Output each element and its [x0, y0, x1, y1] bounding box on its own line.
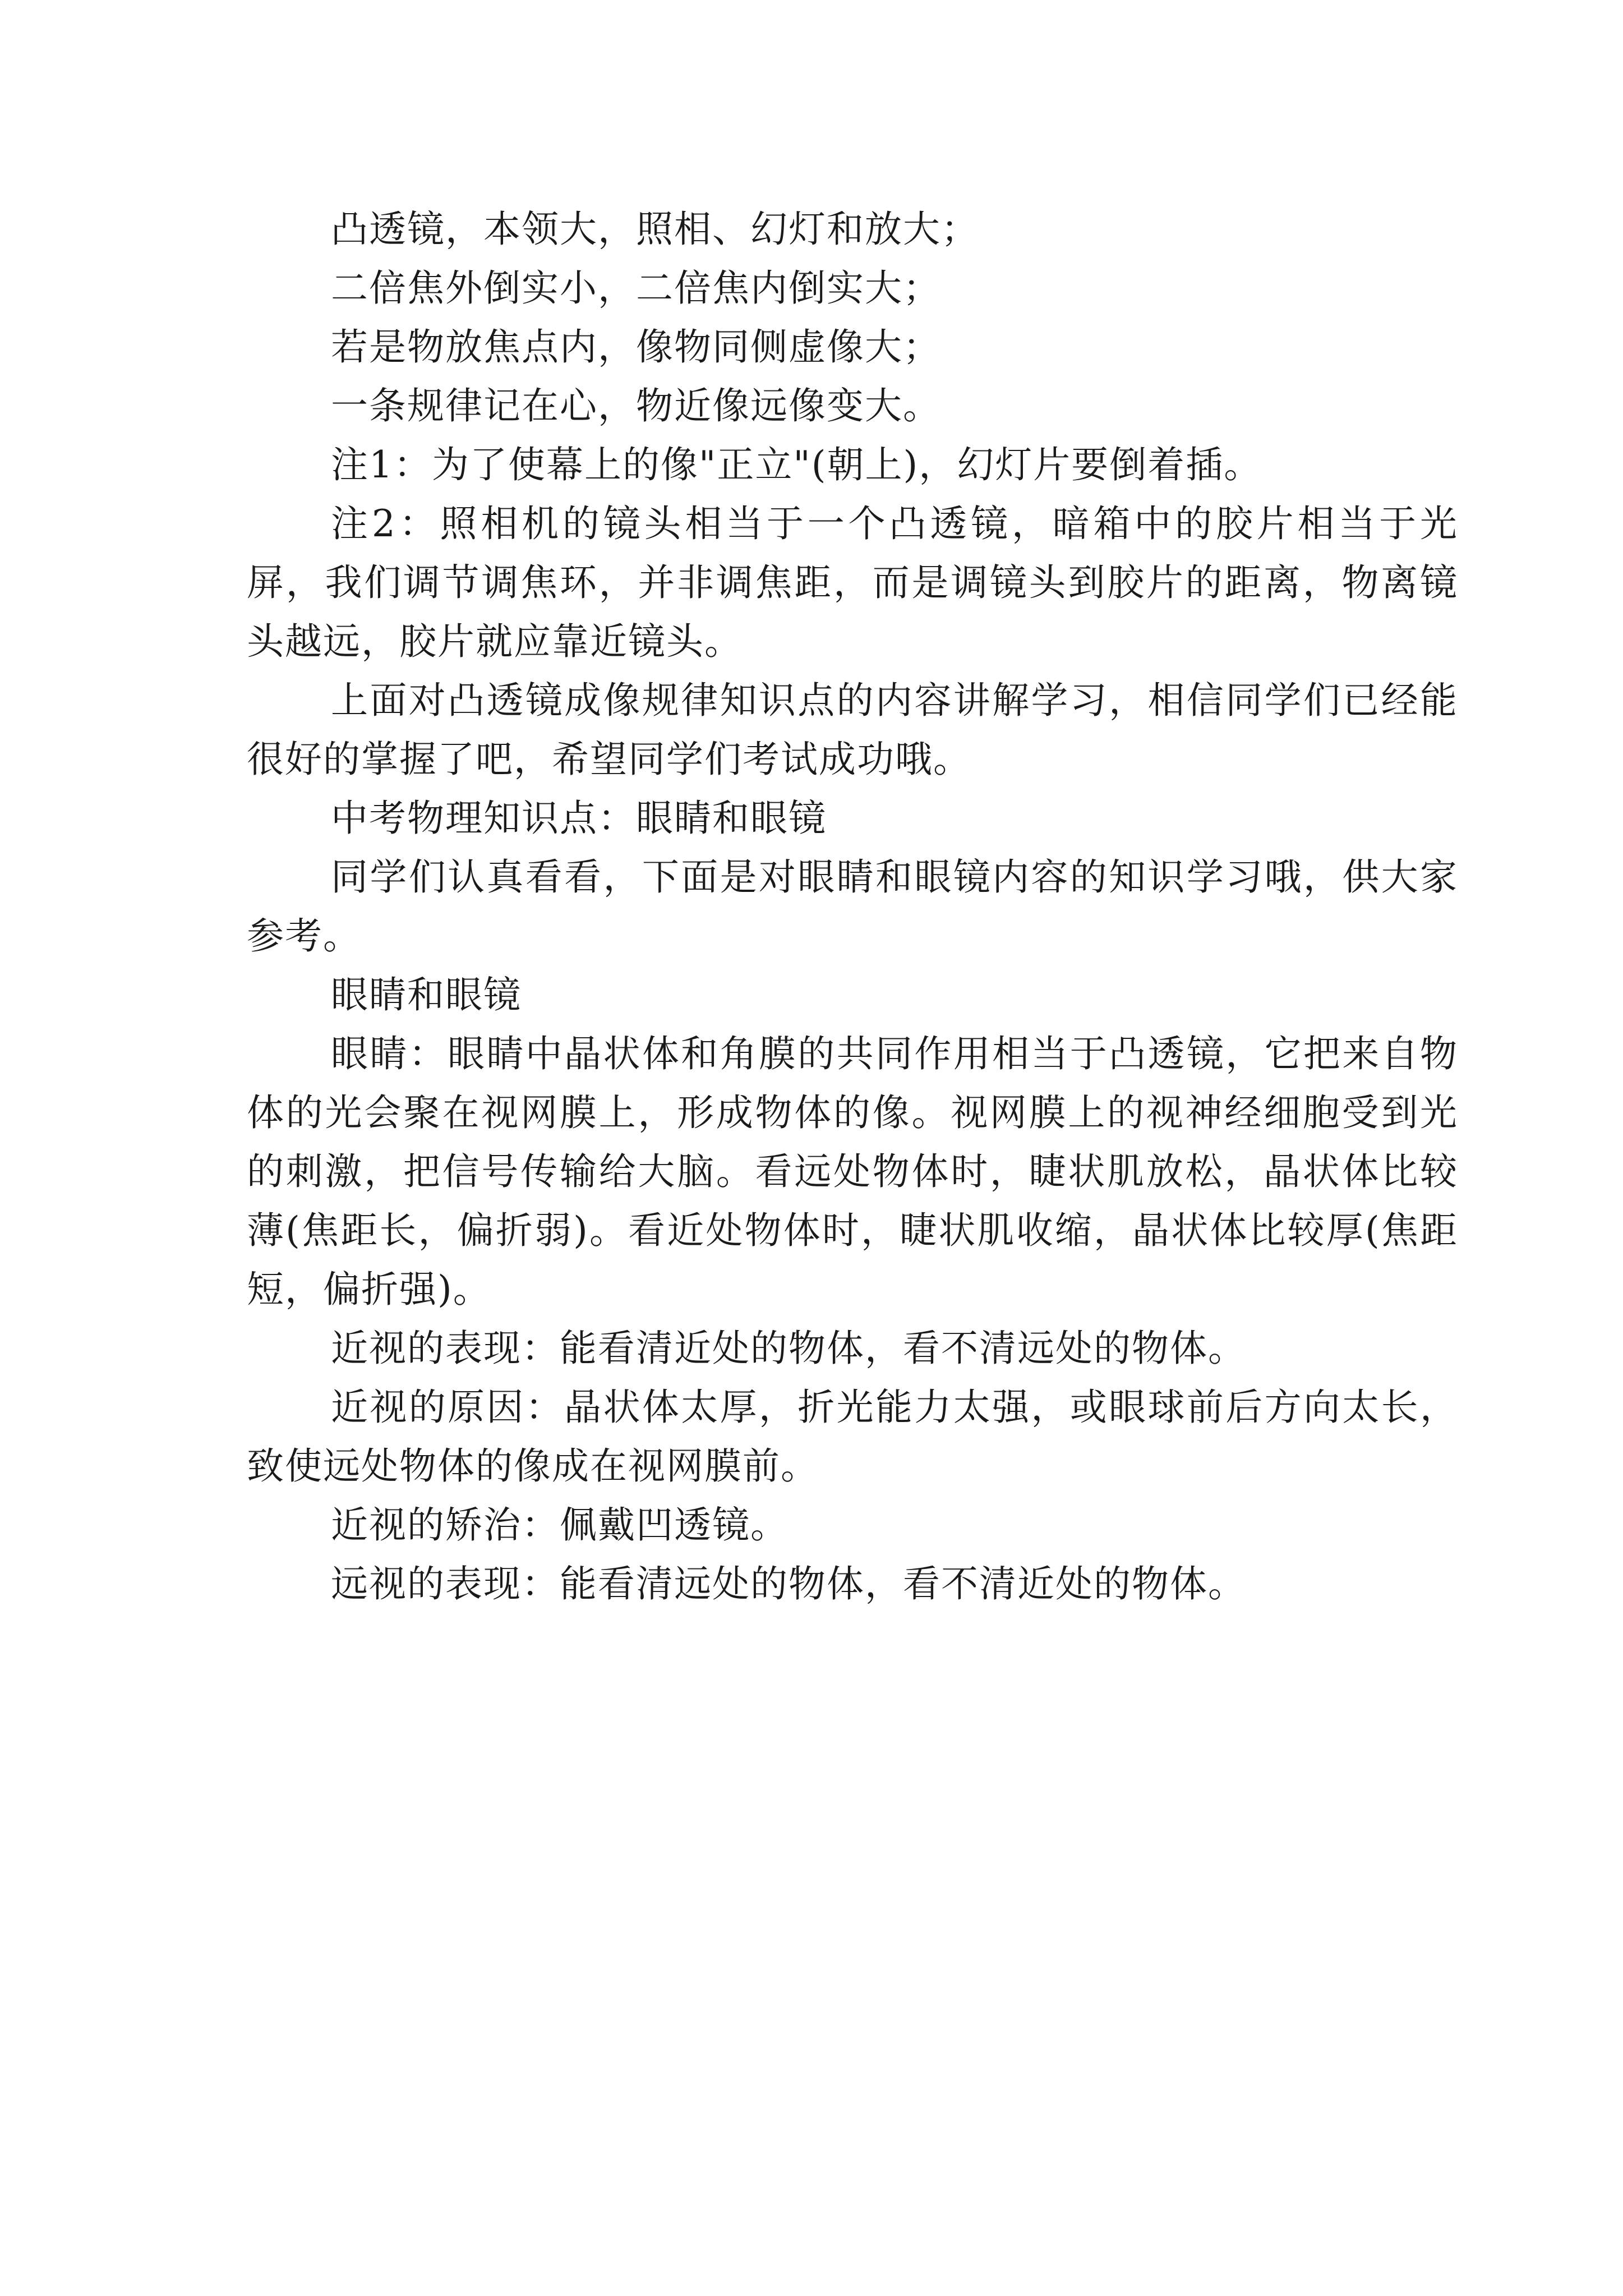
paragraph-lens-rhyme-2: 二倍焦外倒实小，二倍焦内倒实大； — [331, 266, 941, 310]
paragraph-summary: 上面对凸透镜成像规律知识点的内容讲解学习，相信同学们已经能很好的掌握了吧，希望同学们考试成功哦。 — [247, 679, 1458, 781]
paragraph-lens-rhyme-1: 凸透镜，本领大，照相、幻灯和放大； — [331, 208, 979, 251]
paragraph-note-1: 注1：为了使幕上的像"正立"(朝上)，幻灯片要倒着插。 — [331, 443, 1262, 486]
document-body — [247, 200, 1458, 1613]
paragraph-intro: 同学们认真看看，下面是对眼睛和眼镜内容的知识学习哦，供大家参考。 — [247, 855, 1458, 958]
paragraph-myopia-correction: 近视的矫治：佩戴凹透镜。 — [331, 1503, 789, 1547]
paragraph-myopia-symptom: 近视的表现：能看清近处的物体，看不清远处的物体。 — [331, 1327, 1246, 1370]
paragraph-hyperopia-symptom: 远视的表现：能看清远处的物体，看不清近处的物体。 — [331, 1562, 1246, 1605]
paragraph-note-2: 注2：照相机的镜头相当于一个凸透镜，暗箱中的胶片相当于光屏，我们调节调焦环，并非调焦距，而是调镜头到胶片的距离，物离镜头越远，胶片就应靠近镜头。 — [247, 502, 1458, 663]
paragraph-lens-rhyme-4: 一条规律记在心，物近像远像变大。 — [331, 384, 941, 427]
paragraph-lens-rhyme-3: 若是物放焦点内，像物同侧虚像大； — [331, 325, 941, 369]
section-heading: 中考物理知识点：眼睛和眼镜 — [331, 797, 827, 840]
subsection-heading: 眼睛和眼镜 — [331, 973, 522, 1016]
paragraph-eye: 眼睛：眼睛中晶状体和角膜的共同作用相当于凸透镜，它把来自物体的光会聚在视网膜上，形成物体的像。视网膜上的视神经细胞受到光的刺激，把信号传输给大脑。看远处物体时，睫状肌放松，晶状体比较薄(焦距长，偏折弱)。看近处物体时，睫状肌收缩，晶状体比较厚(焦距短，偏折强)。 — [247, 1032, 1458, 1311]
paragraph-myopia-cause: 近视的原因：晶状体太厚，折光能力太强，或眼球前后方向太长，致使远处物体的像成在视网膜前。 — [247, 1386, 1458, 1488]
